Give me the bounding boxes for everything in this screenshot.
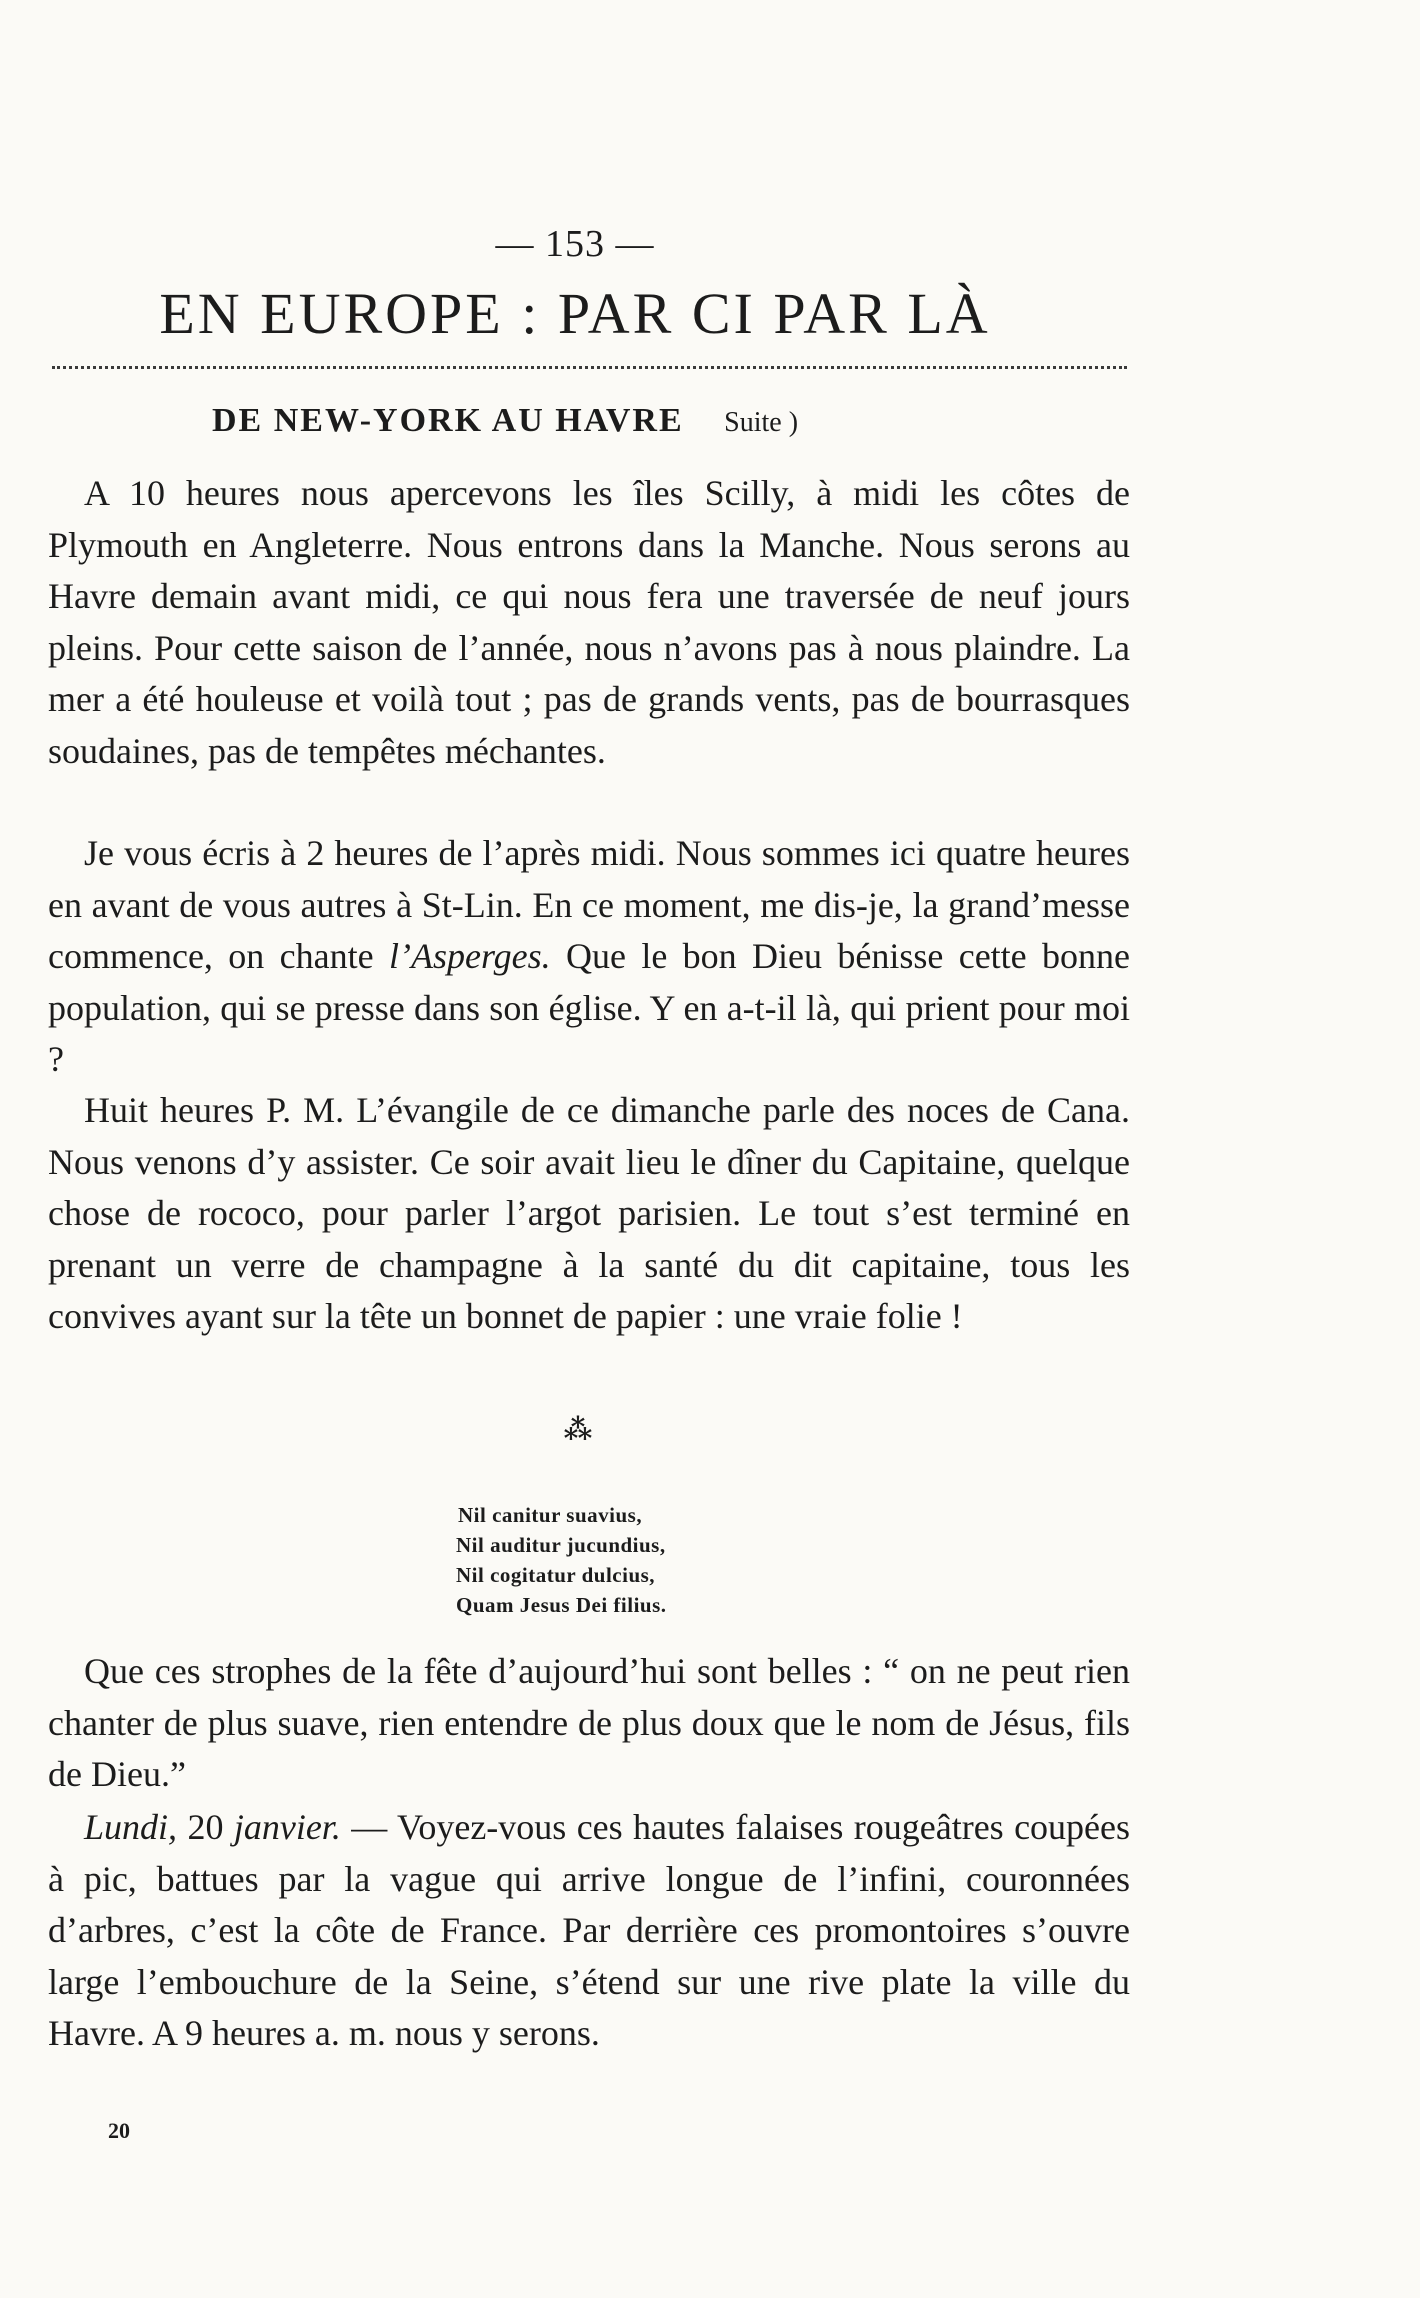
section-heading-text: DE NEW-YORK AU HAVRE [212, 402, 684, 439]
paragraph-5-rest: — Voyez-vous ces hautes falaises rougeâtres coupées à pic, battues par la vague qui arrive longue de l’infini, couronnées d’arbres, c’est la côte de France. Par derrière ces promontoires s’ouvre large l’embouchure de la Seine, s’étend sur une rive plate la ville du Havre. A 9 heures a. m. nous y serons. [48, 1807, 1131, 2053]
verse-line: Nil canitur suavius, [458, 1503, 643, 1527]
paragraph-5-date: 20 [187, 1807, 224, 1847]
paragraph-3-text: Huit heures P. M. L’évangile de ce dimanche parle des noces de Cana. Nous venons d’y assister. Ce soir avait lieu le dîner du Capitaine, quelque chose de rococo, pour parler l’argot parisien. Le tout s’est terminé en prenant un verre de champagne à la santé du dit capitaine, tous les convives ayant sur la tête un bonnet de papier : une vraie folie ! [48, 1090, 1130, 1336]
verse-line: Nil auditur jucundius, [456, 1533, 666, 1557]
paragraph-4-text: Que ces strophes de la fête d’aujourd’hui sont belles : “ on ne peut rien chanter de plus suave, rien entendre de plus doux que le nom de Jésus, fils de Dieu.” [48, 1651, 1130, 1794]
paragraph-2-text: Je vous écris à 2 heures de l’après midi. Nous sommes ici quatre heures en avant de vous autres à St-Lin. En ce moment, me dis-je, la grand’messe commence, on chante [48, 833, 1130, 976]
paragraph-2-rest: Que le bon Dieu bénisse cette bonne population, qui se presse dans son église. Y en a-t-il là, qui prient pour moi ? [48, 936, 1131, 1079]
asterism: ⁂ [563, 1415, 593, 1446]
page-title: EN EUROPE : PAR CI PAR LÀ [159, 281, 991, 346]
paragraph-4 [48, 1646, 1130, 1801]
latin-verse [456, 1500, 776, 1620]
section-heading [212, 402, 1112, 440]
paragraph-2-italic: l’Asperges. [388, 936, 551, 976]
signature-mark: 20 [108, 2118, 130, 2143]
paragraph-5-day: Lundi, [84, 1807, 178, 1847]
page-number: — 153 — [495, 223, 655, 265]
paragraph-5-month: janvier. [233, 1807, 341, 1847]
paragraph-1 [48, 468, 1130, 777]
paragraph-3 [48, 1085, 1130, 1343]
paragraph-2 [48, 828, 1130, 1086]
section-suite-label: Suite ) [724, 407, 799, 438]
paragraph-1-text: A 10 heures nous apercevons les îles Scilly, à midi les côtes de Plymouth en Angleterre. Nous entrons dans la Manche. Nous serons au Havre demain avant midi, ce qui nous fera une traversée de neuf jours pleins. Pour cette saison de l’année, nous n’avons pas à nous plaindre. La mer a été houleuse et voilà tout ; pas de grands vents, pas de bourrasques soudaines, pas de tempêtes méchantes. [48, 473, 1130, 771]
dotted-divider [52, 366, 1127, 369]
paragraph-5 [48, 1802, 1130, 2060]
verse-line: Quam Jesus Dei filius. [456, 1593, 667, 1617]
verse-line: Nil cogitatur dulcius, [456, 1563, 656, 1587]
